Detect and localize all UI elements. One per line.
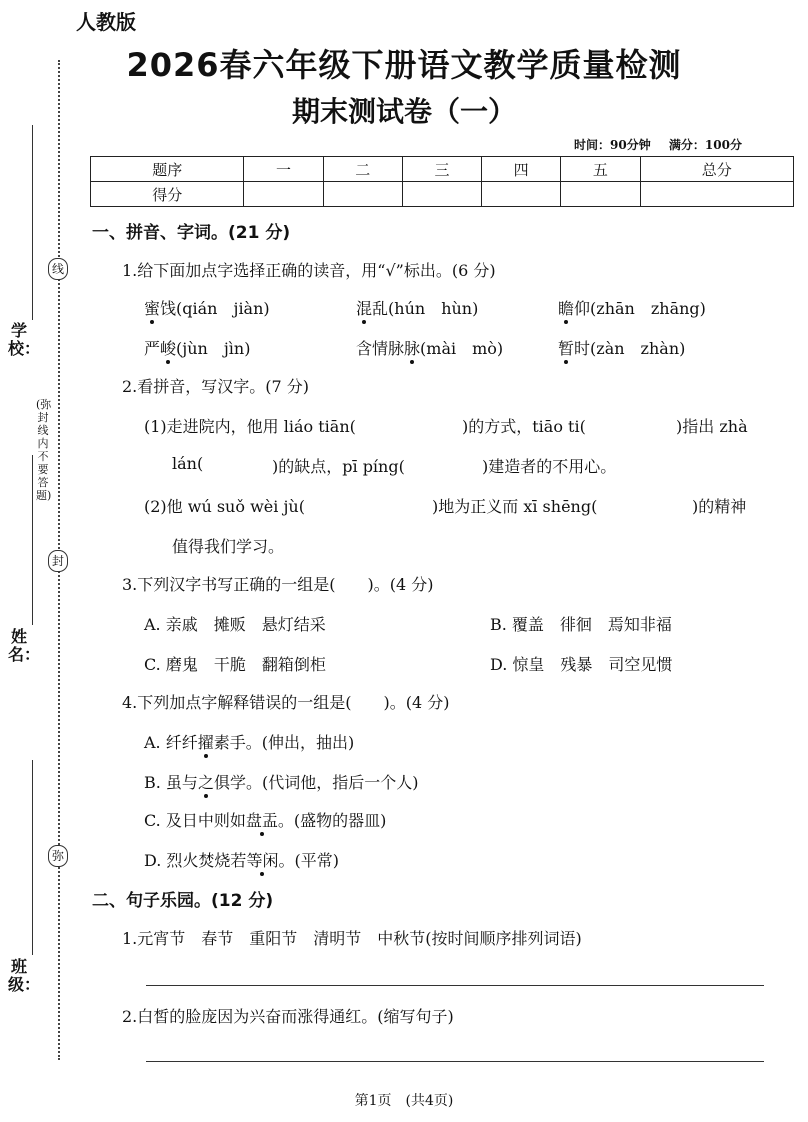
q2-line: )的方式，tiāo ti( [462,417,586,436]
score-input-cell[interactable] [561,182,640,207]
name-label: 姓名： [8,627,41,664]
score-row-label: 得分 [91,182,244,207]
binding-mark-line: 线 [48,258,68,280]
q2-line: )的精神 [692,497,747,516]
page-title: 2026春六年级下册语文教学质量检测 [126,46,682,84]
score-cell: 五 [561,157,640,182]
q2-line: )地为正义而 xī shēng( [432,497,598,516]
q1-item: 严峻(jùn jìn) [144,336,250,359]
score-cell: 题序 [91,157,244,182]
binding-mark-bottom: 弥 [48,845,68,867]
page-subtitle: 期末测试卷（一） [291,95,516,128]
q1-stem: 1.给下面加点字选择正确的读音，用“√”标出。(6 分) [122,261,496,280]
section1-heading: 一、拼音、字词。(21 分) [92,223,291,243]
q2-line: (1)走进院内，他用 liáo tiān( [144,417,356,436]
score-cell: 二 [323,157,402,182]
page-footer: 第1页 (共4页) [354,1093,454,1109]
score-input-cell[interactable] [402,182,481,207]
score-cell: 一 [244,157,323,182]
q1-item: 瞻仰(zhān zhāng) [558,296,706,319]
q3-stem: 3.下列汉字书写正确的一组是( )。(4 分) [122,575,434,594]
q1-item: 暂时(zàn zhàn) [558,336,685,359]
score-cell: 四 [482,157,561,182]
score-input-cell[interactable] [244,182,323,207]
binding-mark-seal: 封 [48,550,68,572]
q3-option-d: D. 惊皇 残暴 司空见惯 [490,655,673,674]
school-underline [32,125,33,320]
q2-stem: 2.看拼音，写汉字。(7 分) [122,377,310,396]
score-table-score-row [91,182,794,207]
binding-notice: (弥封线内不要答题) [36,398,52,502]
q4-stem: 4.下列加点字解释错误的一组是( )。(4 分) [122,693,450,712]
q1-item: 含情脉脉(mài mò) [356,336,503,359]
name-underline [32,455,33,625]
q2-line: )建造者的不用心。 [482,457,617,476]
q2-line: lán( [172,454,204,473]
school-label: 学校： [8,321,41,358]
exam-time: 时间：90分钟 [574,138,651,152]
score-input-cell[interactable] [482,182,561,207]
q4-option-b: B. 虽与之俱学。(代词他，指后一个人) [144,770,418,793]
q1-item: 混乱(hún hùn) [356,296,478,319]
class-underline [32,760,33,955]
edition-label: 人教版 [76,10,136,34]
score-cell: 三 [402,157,481,182]
class-label: 班级： [8,957,41,994]
s2-q1: 1.元宵节 春节 重阳节 清明节 中秋节(按时间顺序排列词语) [122,929,582,948]
q4-option-a: A. 纤纤擢素手。(伸出，抽出) [144,730,354,753]
exam-meta [560,136,742,153]
q4-option-d: D. 烈火焚烧若等闲。(平常) [144,848,339,871]
score-cell: 总分 [640,157,793,182]
score-input-cell[interactable] [323,182,402,207]
section2-heading: 二、句子乐园。(12 分) [92,891,274,911]
score-table [90,156,794,207]
q1-item: 蜜饯(qián jiàn) [144,296,270,319]
answer-line[interactable] [146,985,764,986]
q2-line: )的缺点，pī píng( [272,457,405,476]
answer-line[interactable] [146,1061,764,1062]
score-table-header-row [91,157,794,182]
q3-option-b: B. 覆盖 徘徊 焉知非福 [490,615,672,634]
score-input-cell[interactable] [640,182,793,207]
q2-line: 值得我们学习。 [172,537,285,556]
exam-full-score: 满分：100分 [668,138,742,152]
q2-line: )指出 zhà [676,417,748,436]
s2-q2: 2.白皙的脸庞因为兴奋而涨得通红。(缩写句子) [122,1007,454,1026]
q2-line: (2)他 wú suǒ wèi jù( [144,497,305,516]
q3-option-c: C. 磨鬼 干脆 翻箱倒柜 [144,655,326,674]
q4-option-c: C. 及日中则如盘盂。(盛物的器皿) [144,808,386,831]
q3-option-a: A. 亲戚 摊贩 悬灯结采 [144,615,326,634]
